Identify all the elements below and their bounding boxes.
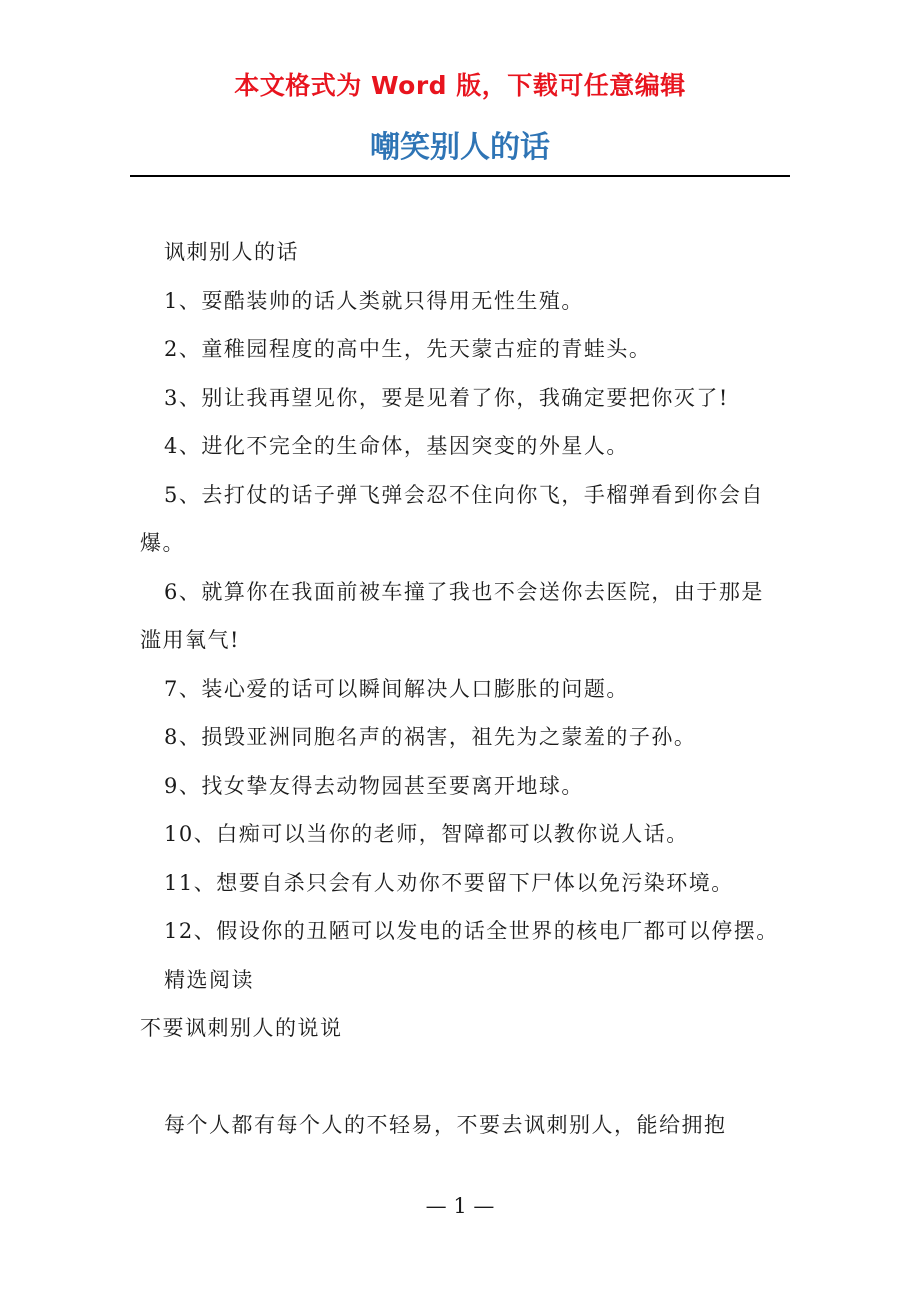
paragraph: 每个人都有每个人的不轻易，不要去讽刺别人，能给拥抱 xyxy=(164,1112,727,1137)
document-title: 嘲笑别人的话 xyxy=(370,130,550,165)
list-item: 4、进化不完全的生命体，基因突变的外星人。 xyxy=(164,434,629,458)
format-notice: 本文格式为 Word 版，下载可任意编辑 xyxy=(234,71,686,100)
section-heading: 讽刺别人的话 xyxy=(164,240,299,264)
list-item: 12、假设你的丑陋可以发电的话全世界的核电厂都可以停摆。 xyxy=(164,919,779,943)
list-item: 7、装心爱的话可以瞬间解决人口膨胀的问题。 xyxy=(164,676,629,701)
list-item: 11、想要自杀只会有人劝你不要留下尸体以免污染环境。 xyxy=(164,870,734,895)
list-item: 1、耍酷装帅的话人类就只得用无性生殖。 xyxy=(164,288,584,313)
page-number: — 1 — xyxy=(425,1194,495,1218)
document-body xyxy=(140,228,785,1149)
list-item: 9、找女挚友得去动物园甚至要离开地球。 xyxy=(164,773,584,798)
list-item: 10、白痴可以当你的老师，智障都可以教你说人话。 xyxy=(164,822,689,846)
list-item: 2、童稚园程度的高中生，先天蒙古症的青蛙头。 xyxy=(164,337,652,361)
list-item: 3、别让我再望见你，要是见着了你，我确定要把你灭了! xyxy=(164,385,729,410)
list-item: 8、损毁亚洲同胞名声的祸害，祖先为之蒙羞的子孙。 xyxy=(164,725,697,749)
section-heading: 精选阅读 xyxy=(164,967,254,992)
article-title: 不要讽刺别人的说说 xyxy=(140,1016,343,1040)
list-item: 6、就算你在我面前被车撞了我也不会送你去医院，由于那是滥用氧气! xyxy=(140,579,764,652)
list-item: 5、去打仗的话子弹飞弹会忍不住向你飞，手榴弹看到你会自爆。 xyxy=(140,482,764,555)
title-divider xyxy=(130,175,790,177)
